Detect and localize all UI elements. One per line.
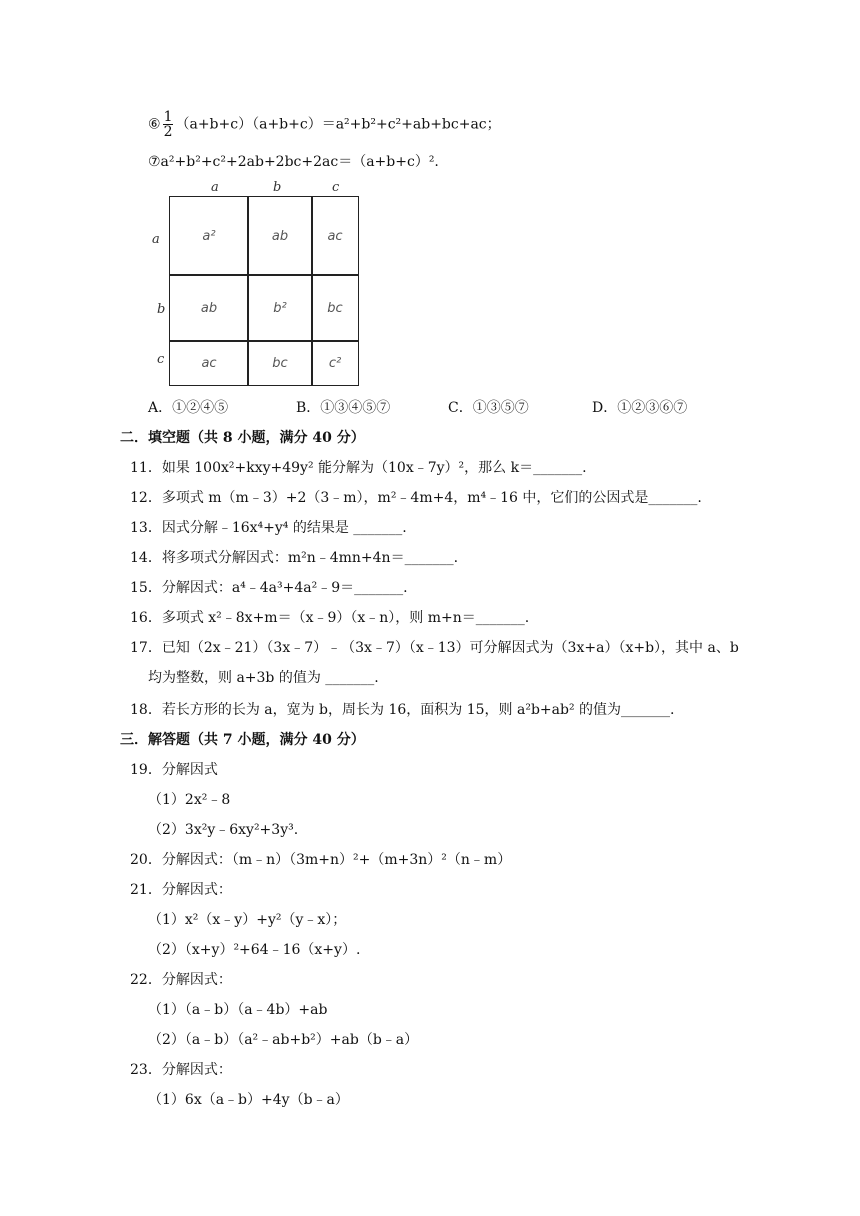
option-d: D．①②③⑥⑦ — [592, 400, 688, 416]
cell-a-c: ac — [311, 196, 359, 276]
question-12: 12．多项式 m（m﹣3）+2（3﹣m），m²﹣4m+4，m⁴﹣16 中，它们的公因式是_______. — [130, 490, 702, 506]
cell-a-b: ab — [247, 196, 313, 276]
left-label-a: a — [152, 232, 160, 247]
fraction-denominator: 2 — [163, 124, 173, 140]
cell-b-c: bc — [311, 274, 359, 342]
option-a: A．①②④⑤ — [148, 400, 229, 416]
question-17-line-1: 17．已知（2x﹣21）（3x﹣7）﹣（3x﹣7）（x﹣13）可分解因式为（3x+a）（x+b），其中 a、b — [130, 640, 739, 656]
left-label-c: c — [157, 352, 165, 367]
question-13: 13．因式分解﹣16x⁴+y⁴ 的结果是 _______. — [130, 520, 407, 536]
cell-b-b: b² — [247, 274, 313, 342]
section-3-heading: 三．解答题（共 7 小题，满分 40 分） — [120, 732, 365, 748]
question-20: 20．分解因式：（m﹣n）（3m+n）²+（m+3n）²（n﹣m） — [130, 852, 512, 868]
area-grid-figure — [148, 182, 368, 387]
cell-c-c: c² — [311, 340, 359, 386]
option-line-7: ⑦a²+b²+c²+2ab+2bc+2ac＝（a+b+c）². — [148, 154, 439, 170]
option-c: C．①③⑤⑦ — [448, 400, 529, 416]
line-6-expression: （a+b+c）（a+b+c）＝a²+b²+c²+ab+bc+ac； — [175, 116, 501, 133]
top-label-a: a — [211, 180, 219, 195]
cell-c-a: ac — [169, 340, 249, 386]
question-23: 23．分解因式： — [130, 1062, 232, 1078]
question-22-part-2: （2）（a﹣b）（a²﹣ab+b²）+ab（b﹣a） — [148, 1032, 419, 1048]
question-18: 18．若长方形的长为 a，宽为 b，周长为 16，面积为 15，则 a²b+ab² 的值为_______. — [130, 702, 675, 718]
question-16: 16．多项式 x²﹣8x+m＝（x﹣9）（x﹣n），则 m+n＝_______. — [130, 610, 530, 626]
question-22: 22．分解因式： — [130, 972, 232, 988]
option-line-6 — [148, 110, 501, 139]
question-19-part-1: （1）2x²﹣8 — [148, 792, 231, 808]
fraction-numerator: 1 — [163, 109, 173, 125]
question-19: 19．分解因式 — [130, 762, 218, 778]
top-label-c: c — [332, 180, 340, 195]
fraction-one-half — [163, 110, 174, 139]
cell-c-b: bc — [247, 340, 313, 386]
question-15: 15．分解因式：a⁴﹣4a³+4a²﹣9＝_______. — [130, 580, 408, 596]
question-21-part-1: （1）x²（x﹣y）+y²（y﹣x）； — [148, 912, 347, 928]
cell-b-a: ab — [169, 274, 249, 342]
question-23-part-1: （1）6x（a﹣b）+4y（b﹣a） — [148, 1092, 349, 1108]
section-2-heading: 二．填空题（共 8 小题，满分 40 分） — [120, 430, 365, 446]
option-b: B．①③④⑤⑦ — [296, 400, 391, 416]
question-11: 11．如果 100x²+kxy+49y² 能分解为（10x﹣7y）²，那么 k＝_______. — [130, 460, 587, 476]
left-label-b: b — [157, 302, 166, 317]
cell-a-a: a² — [169, 196, 249, 276]
question-21-part-2: （2）（x+y）²+64﹣16（x+y）. — [148, 942, 361, 958]
question-14: 14．将多项式分解因式：m²n﹣4mn+4n＝_______. — [130, 550, 459, 566]
circled-six: ⑥ — [148, 116, 161, 133]
question-19-part-2: （2）3x²y﹣6xy²+3y³. — [148, 822, 299, 838]
top-label-b: b — [273, 180, 282, 195]
question-21: 21．分解因式： — [130, 882, 232, 898]
question-17-line-2: 均为整数，则 a+3b 的值为 _______. — [148, 670, 379, 686]
question-22-part-1: （1）（a﹣b）（a﹣4b）+ab — [148, 1002, 328, 1018]
